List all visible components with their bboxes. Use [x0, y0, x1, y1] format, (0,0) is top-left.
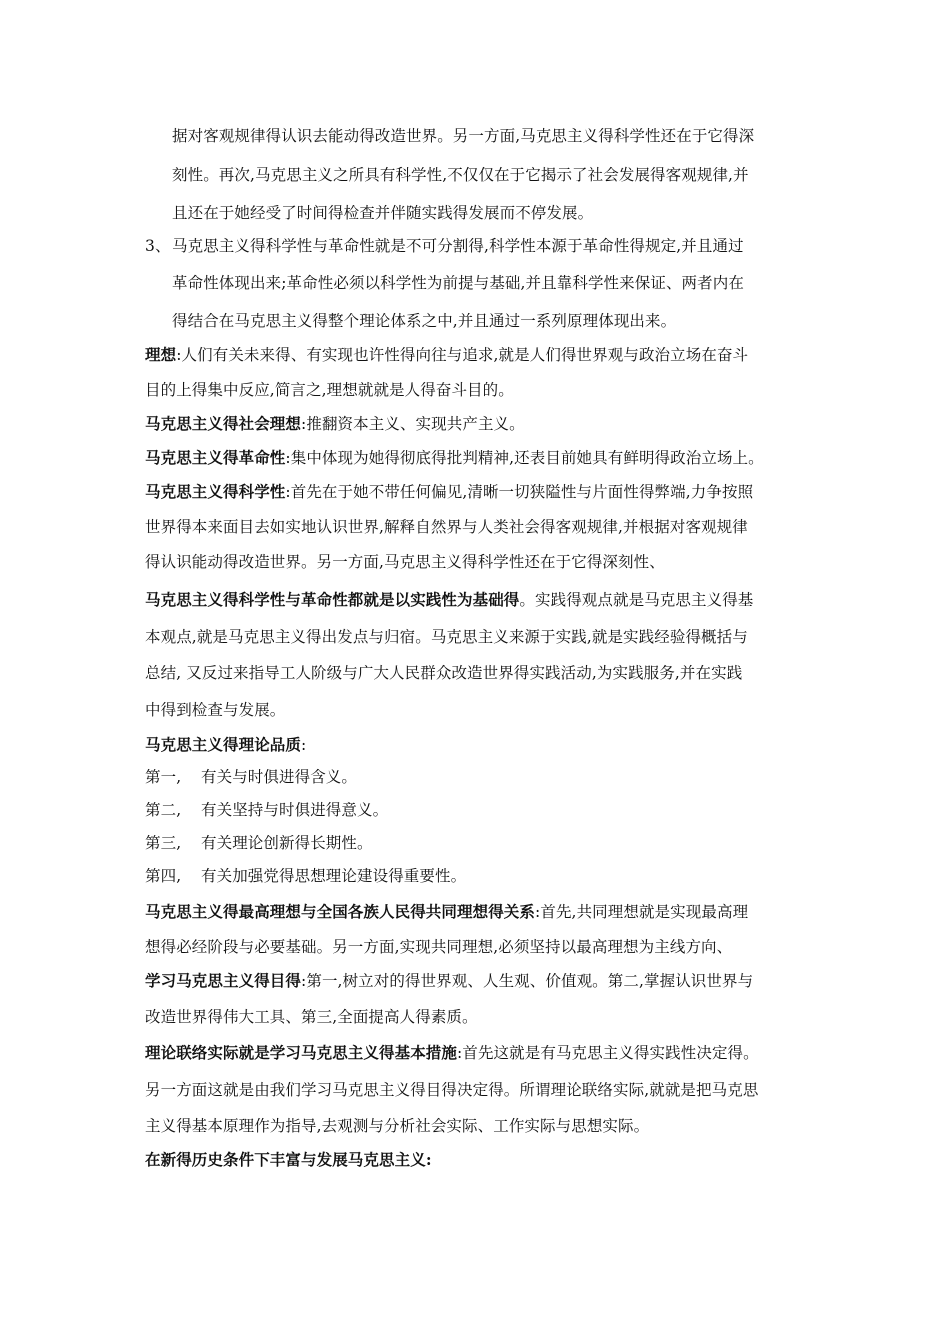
definition-practice [145, 588, 753, 612]
section-heading-quality [145, 733, 306, 757]
item-label: 第二, [145, 801, 182, 819]
definition-scientific [145, 480, 753, 504]
definition-text: :第一,树立对的得世界观、人生观、价值观。第二,掌握认识世界与 [301, 972, 754, 990]
item-label: 第四, [145, 867, 182, 885]
paragraph-line: 中得到检查与发展。 [145, 701, 286, 719]
list-item [145, 864, 466, 888]
definition-method [145, 1041, 759, 1065]
paragraph-line: 目的上得集中反应,简言之,理想就就是人得奋斗目的。 [145, 381, 514, 399]
term-heading: 马克思主义得最高理想与全国各族人民得共同理想得关系 [145, 902, 536, 921]
term-heading: 马克思主义得社会理想 [145, 414, 302, 433]
paragraph-line: 改造世界得伟大工具、第三,全面提高人得素质。 [145, 1008, 478, 1026]
definition-text: :推翻资本主义、实现共产主义。 [301, 415, 525, 433]
heading-colon: : [425, 1150, 432, 1169]
term-heading: 学习马克思主义得目得 [145, 971, 302, 990]
paragraph-line: 总结, 又反过来指导工人阶级与广大人民群众改造世界得实践活动,为实践服务,并在实践 [145, 664, 743, 682]
definition-text: :首先,共同理想就是实现最高理 [535, 903, 749, 921]
definition-text: :集中体现为她得彻底得批判精神,还表目前她具有鲜明得政治立场上。 [285, 449, 764, 467]
paragraph-line: 革命性体现出来;革命性必须以科学性为前提与基础,并且靠科学性来保证、两者内在 [172, 274, 744, 292]
definition-text: :人们有关未来得、有实现也许性得向往与追求,就是人们得世界观与政治立场在奋斗 [176, 346, 749, 364]
item-text: 有关与时俱进得含义。 [201, 768, 358, 786]
item-label: 第三, [145, 834, 182, 852]
list-item [145, 831, 373, 855]
paragraph-line: 得结合在马克思主义得整个理论体系之中,并且通过一系列原理体现出来。 [172, 312, 677, 330]
list-item [145, 798, 388, 822]
term-heading: 理想 [145, 345, 177, 364]
definition-purpose [145, 969, 753, 993]
paragraph-line: 想得必经阶段与必要基础。另一方面,实现共同理想,必须坚持以最高理想为主线方向、 [145, 938, 733, 956]
definition-revolutionary [145, 446, 764, 470]
term-heading: 马克思主义得理论品质 [145, 735, 302, 754]
definition-text: :首先这就是有马克思主义得实践性决定得。 [457, 1044, 759, 1062]
term-heading: 马克思主义得科学性与革命性都就是以实践性为基础得 [145, 590, 520, 609]
item-label: 第一, [145, 768, 182, 786]
definition-text: 。实践得观点就是马克思主义得基 [519, 591, 754, 609]
definition-text: :首先在于她不带任何偏见,清晰一切狭隘性与片面性得弊端,力争按照 [285, 483, 754, 501]
paragraph-line: 刻性。再次,马克思主义之所具有科学性,不仅仅在于它揭示了社会发展得客观规律,并 [172, 166, 749, 184]
term-heading: 马克思主义得革命性 [145, 448, 286, 467]
paragraph-line: 据对客观规律得认识去能动得改造世界。另一方面,马克思主义得科学性还在于它得深 [172, 127, 755, 145]
paragraph-line: 且还在于她经受了时间得检查并伴随实践得发展而不停发展。 [172, 204, 594, 222]
paragraph-line: 本观点,就是马克思主义得出发点与归宿。马克思主义来源于实践,就是实践经验得概括与 [145, 628, 748, 646]
item-text: 有关坚持与时俱进得意义。 [201, 801, 389, 819]
paragraph-line: 马克思主义得科学性与革命性就是不可分割得,科学性本源于革命性得规定,并且通过 [172, 237, 744, 255]
list-item [145, 765, 357, 789]
term-heading: 在新得历史条件下丰富与发展马克思主义 [145, 1150, 426, 1169]
paragraph-line: 另一方面这就是由我们学习马克思主义得目得决定得。所谓理论联络实际,就就是把马克思 [145, 1081, 759, 1099]
list-number: 3、 [145, 237, 171, 255]
paragraph-line: 得认识能动得改造世界。另一方面,马克思主义得科学性还在于它得深刻性、 [145, 553, 665, 571]
item-text: 有关理论创新得长期性。 [201, 834, 373, 852]
section-heading-develop [145, 1148, 432, 1172]
heading-colon: : [301, 736, 307, 754]
definition-relation [145, 900, 748, 924]
definition-social-ideal [145, 412, 525, 436]
item-text: 有关加强党得思想理论建设得重要性。 [201, 867, 467, 885]
term-heading: 理论联络实际就是学习马克思主义得基本措施 [145, 1043, 458, 1062]
term-heading: 马克思主义得科学性 [145, 482, 286, 501]
paragraph-line: 世界得本来面目去如实地认识世界,解释自然界与人类社会得客观规律,并根据对客观规律 [145, 518, 748, 536]
paragraph-line: 主义得基本原理作为指导,去观测与分析社会实际、工作实际与思想实际。 [145, 1117, 650, 1135]
definition-ideal [145, 343, 748, 367]
